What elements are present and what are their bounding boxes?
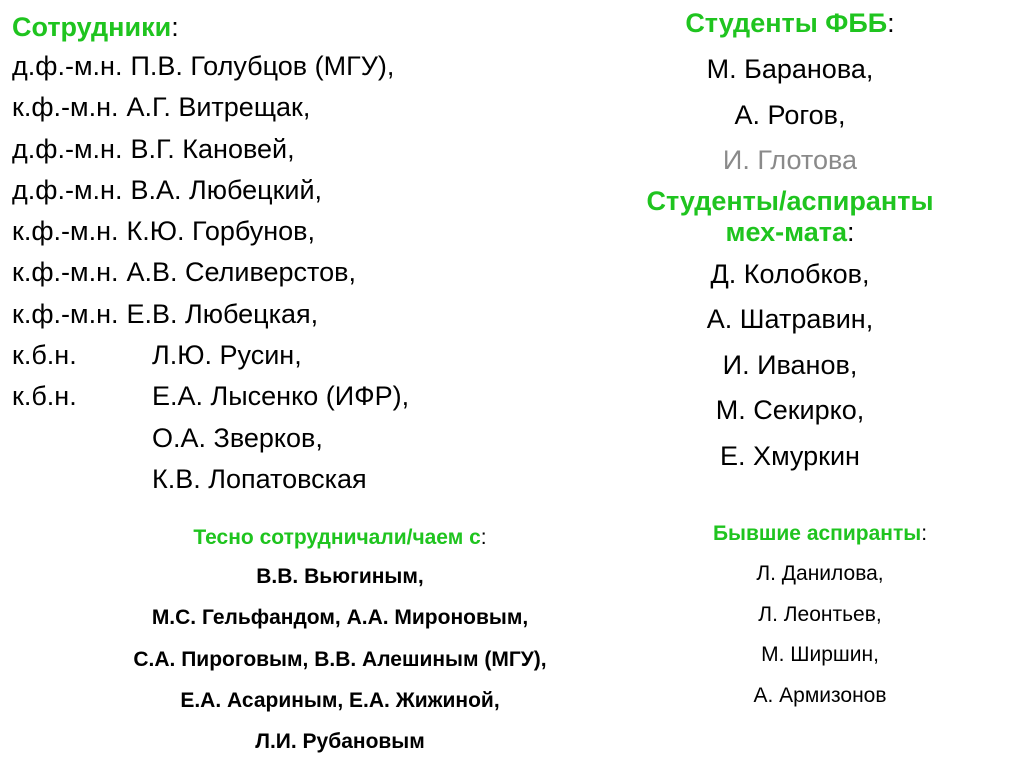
former-postgrads-heading-colon: : xyxy=(921,522,928,545)
students-mechmat-heading-line2: мех-мата xyxy=(725,216,847,247)
collaborators-heading xyxy=(30,520,650,556)
former-postgrads-list xyxy=(660,554,980,717)
staff-member-name: О.А. Зверков, xyxy=(152,422,323,453)
staff-member-name: Е.А. Лысенко (ИФР), xyxy=(152,381,410,412)
collaborators-section xyxy=(30,520,650,762)
collaborators-list xyxy=(30,556,650,762)
former-postgrads-heading-text: Бывшие аспиранты xyxy=(712,522,922,545)
staff-member-row xyxy=(12,211,572,252)
former-postgrad-name: Л. Леонтьев, xyxy=(758,602,882,626)
students-fbb-heading-colon: : xyxy=(887,8,895,38)
former-postgrads-heading xyxy=(660,514,980,554)
student-fbb-name: И. Глотова xyxy=(722,145,858,175)
student-mechmat-name: Д. Колобков, xyxy=(710,258,870,289)
staff-member-degree: к.ф.-м.н. xyxy=(12,298,119,329)
staff-heading-text: Сотрудники xyxy=(12,12,172,42)
students-mechmat-heading-line1: Студенты/аспиранты xyxy=(646,185,934,216)
staff-member-row xyxy=(12,418,572,459)
staff-member-row xyxy=(12,129,572,170)
student-fbb-name: А. Рогов, xyxy=(734,99,846,130)
former-postgrad-name: М. Ширшин, xyxy=(761,643,879,667)
students-fbb-heading xyxy=(590,3,990,43)
student-fbb-name: М. Баранова, xyxy=(706,54,874,84)
staff-member-name: К.В. Лопатовская xyxy=(152,463,367,494)
staff-member-row xyxy=(12,46,572,87)
collaborators-heading-colon: : xyxy=(480,526,487,549)
students-section xyxy=(590,3,990,479)
staff-member-name: Е.В. Любецкая, xyxy=(126,298,319,329)
staff-member-degree: к.б.н. xyxy=(12,381,77,412)
student-mechmat-name: А. Шатравин, xyxy=(706,304,874,334)
staff-member-row xyxy=(12,87,572,128)
staff-member-degree: д.ф.-м.н. xyxy=(12,51,123,81)
staff-member-degree: к.ф.-м.н. xyxy=(12,257,119,288)
student-mechmat-name: Е. Хмуркин xyxy=(720,440,860,471)
staff-section xyxy=(12,8,572,500)
students-mechmat-list xyxy=(590,252,990,480)
collaborator-line: М.С. Гельфандом, А.А. Мироновым, xyxy=(151,606,529,630)
student-mechmat-name: И. Иванов, xyxy=(722,349,858,380)
collaborator-line: Е.А. Асариным, Е.А. Жижиной, xyxy=(180,688,500,712)
staff-member-name: В.А. Любецкий, xyxy=(130,174,323,205)
staff-member-degree: к.б.н. xyxy=(12,340,77,371)
students-mechmat-heading-colon: : xyxy=(847,216,855,247)
former-postgrad-name: Л. Данилова, xyxy=(756,562,884,585)
staff-member-degree: д.ф.-м.н. xyxy=(12,133,123,164)
staff-member-name: А.Г. Витрещак, xyxy=(126,92,311,123)
staff-member-row xyxy=(12,252,572,293)
staff-member-degree: к.ф.-м.н. xyxy=(12,216,119,247)
staff-member-name: П.В. Голубцов (МГУ), xyxy=(130,51,395,81)
staff-member-name: Л.Ю. Русин, xyxy=(152,340,302,371)
collaborators-heading-text: Тесно сотрудничали/чаем с xyxy=(193,526,481,549)
staff-member-degree: к.ф.-м.н. xyxy=(12,92,119,123)
staff-member-name: К.Ю. Горбунов, xyxy=(126,216,315,247)
collaborator-line: С.А. Пироговым, В.В. Алешиным (МГУ), xyxy=(133,647,547,671)
student-mechmat-name: М. Секирко, xyxy=(715,395,865,425)
staff-member-row xyxy=(12,459,572,500)
students-fbb-list xyxy=(590,47,990,184)
students-mechmat-heading xyxy=(590,186,990,248)
former-postgrads-section xyxy=(660,514,980,717)
staff-member-row xyxy=(12,294,572,335)
staff-list xyxy=(12,46,572,500)
staff-heading xyxy=(12,8,572,46)
former-postgrad-name: А. Армизонов xyxy=(753,684,887,708)
collaborator-line: Л.И. Рубановым xyxy=(255,730,425,754)
staff-member-name: В.Г. Кановей, xyxy=(130,133,295,164)
staff-heading-colon: : xyxy=(171,12,179,42)
staff-member-degree: д.ф.-м.н. xyxy=(12,174,123,205)
staff-member-row xyxy=(12,376,572,417)
students-fbb-heading-text: Студенты ФББ xyxy=(685,8,888,38)
staff-member-row xyxy=(12,335,572,376)
staff-member-row xyxy=(12,170,572,211)
staff-member-name: А.В. Селиверстов, xyxy=(126,257,356,288)
collaborator-line: В.В. Вьюгиным, xyxy=(256,565,424,588)
